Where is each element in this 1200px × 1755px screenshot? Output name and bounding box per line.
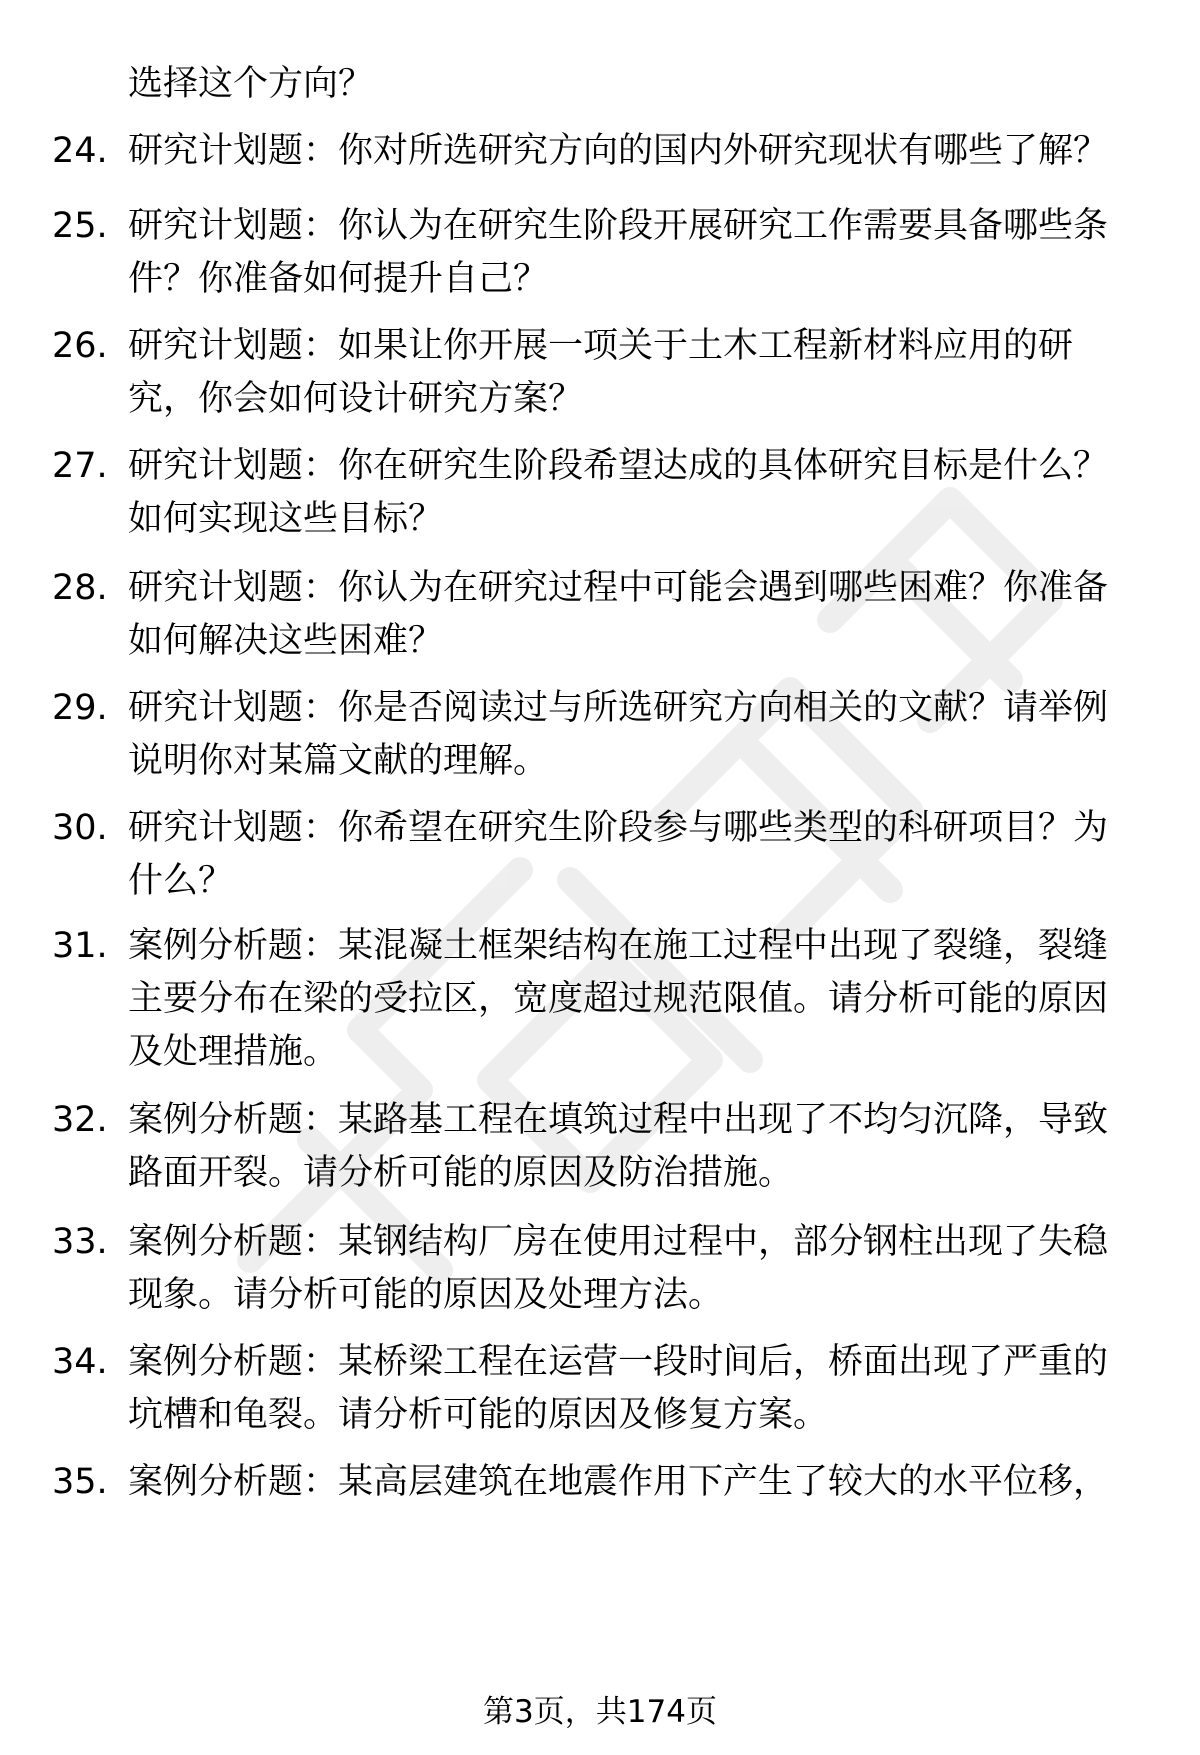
- question-line: 案例分析题：某钢结构厂房在使用过程中，部分钢柱出现了失稳: [128, 1222, 1109, 1262]
- question-line: 案例分析题：某桥梁工程在运营一段时间后，桥面出现了严重的: [128, 1342, 1109, 1382]
- question-line: 如何实现这些目标？: [128, 499, 444, 539]
- question-text: [128, 320, 1138, 426]
- question-text: [128, 802, 1138, 908]
- question-number: 25.: [52, 206, 108, 246]
- question-number: 30.: [52, 808, 108, 848]
- question-number: 32.: [52, 1100, 108, 1140]
- question-number: 34.: [52, 1342, 108, 1382]
- question-number: 29.: [52, 688, 108, 728]
- page-footer: 第3页，共174页: [483, 1694, 717, 1730]
- question-line: 研究计划题：你认为在研究过程中可能会遇到哪些困难？你准备: [128, 568, 1109, 608]
- question-line: 案例分析题：某路基工程在填筑过程中出现了不均匀沉降，导致: [128, 1100, 1109, 1140]
- question-line: 研究计划题：你认为在研究生阶段开展研究工作需要具备哪些条: [128, 206, 1109, 246]
- question-line: 说明你对某篇文献的理解。: [128, 741, 549, 781]
- question-line: 研究计划题：你在研究生阶段希望达成的具体研究目标是什么？: [128, 446, 1109, 486]
- question-number: 27.: [52, 446, 108, 486]
- question-text: [128, 562, 1138, 668]
- continuation-text: 选择这个方向？: [128, 64, 374, 104]
- question-text: [128, 920, 1138, 1079]
- question-line: 研究计划题：你对所选研究方向的国内外研究现状有哪些了解？: [128, 131, 1109, 171]
- question-line: 及处理措施。: [128, 1032, 339, 1072]
- question-line: 如何解决这些困难？: [128, 621, 444, 661]
- question-line: 案例分析题：某高层建筑在地震作用下产生了较大的水平位移，: [128, 1462, 1109, 1502]
- question-number: 26.: [52, 326, 108, 366]
- question-number: 35.: [52, 1462, 108, 1502]
- question-line: 路面开裂。请分析可能的原因及防治措施。: [128, 1153, 794, 1193]
- question-line: 究，你会如何设计研究方案？: [128, 379, 584, 419]
- question-text: [128, 1216, 1138, 1322]
- question-text: [128, 200, 1138, 306]
- question-line: 主要分布在梁的受拉区，宽度超过规范限值。请分析可能的原因: [128, 979, 1109, 1019]
- question-number: 33.: [52, 1222, 108, 1262]
- question-text: [128, 1336, 1138, 1442]
- question-line: 坑槽和龟裂。请分析可能的原因及修复方案。: [128, 1395, 829, 1435]
- question-line: 研究计划题：你希望在研究生阶段参与哪些类型的科研项目？为: [128, 808, 1109, 848]
- question-text: [128, 1456, 1138, 1509]
- question-line: 什么？: [128, 861, 234, 901]
- question-number: 31.: [52, 926, 108, 966]
- question-text: [128, 682, 1138, 788]
- question-line: 研究计划题：你是否阅读过与所选研究方向相关的文献？请举例: [128, 688, 1109, 728]
- question-text: [128, 125, 1138, 178]
- question-line: 件？你准备如何提升自己？: [128, 259, 549, 299]
- question-text: [128, 1094, 1138, 1200]
- question-text: [128, 440, 1138, 546]
- question-line: 案例分析题：某混凝土框架结构在施工过程中出现了裂缝，裂缝: [128, 926, 1109, 966]
- question-number: 28.: [52, 568, 108, 608]
- question-number: 24.: [52, 131, 108, 171]
- question-line: 研究计划题：如果让你开展一项关于土木工程新材料应用的研: [128, 326, 1074, 366]
- question-line: 现象。请分析可能的原因及处理方法。: [128, 1275, 724, 1315]
